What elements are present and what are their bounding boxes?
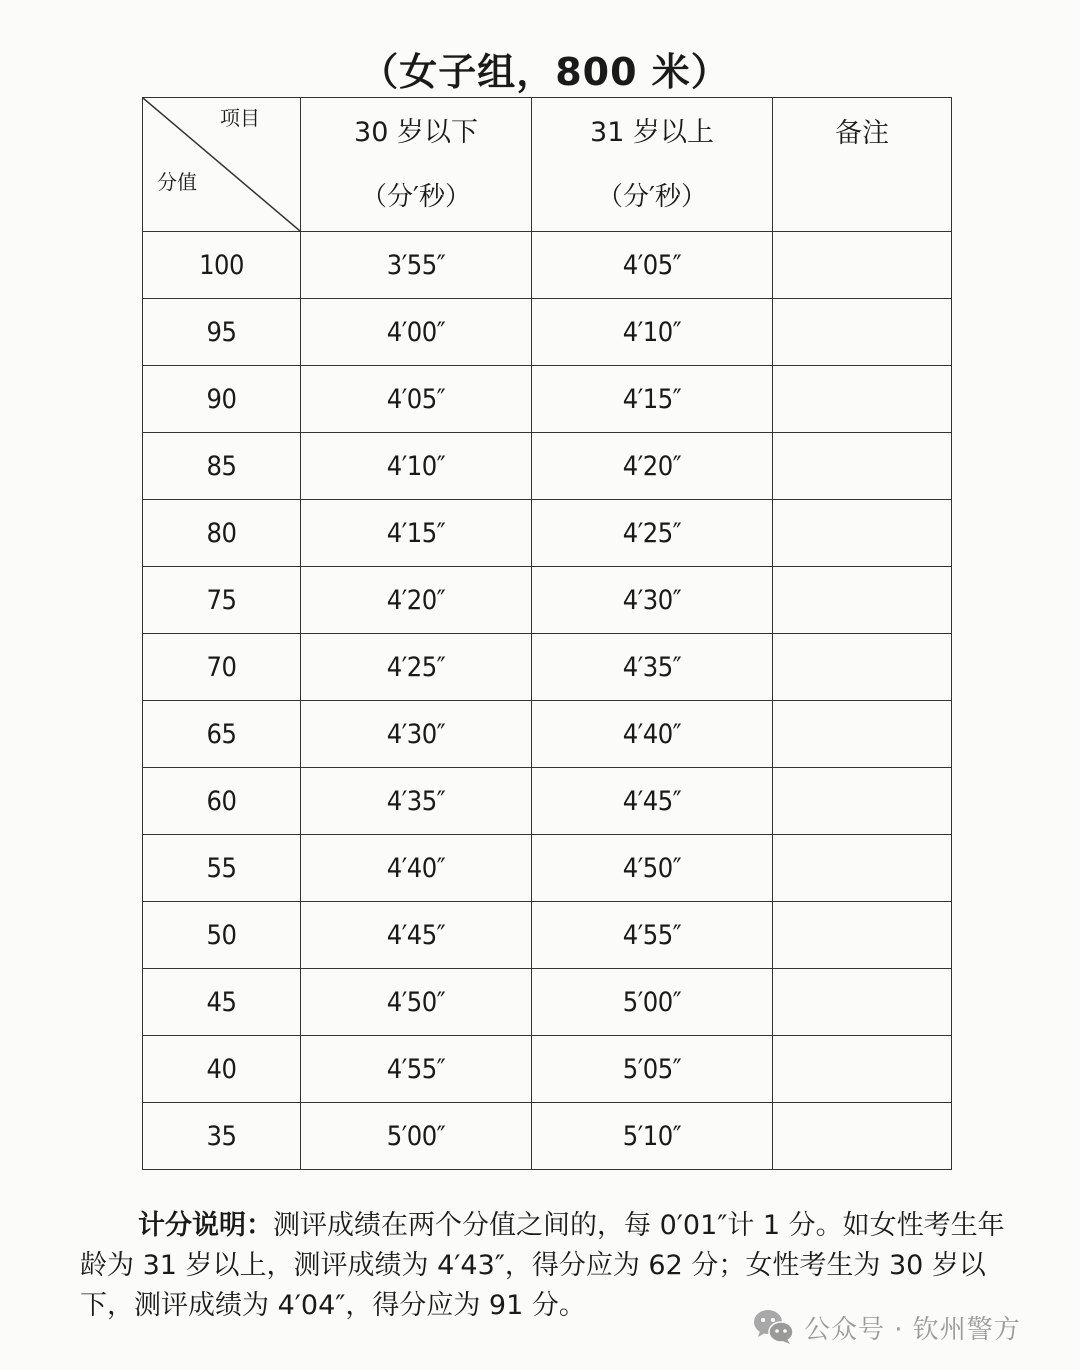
score-cell: 100 [143,232,301,299]
table-row [143,969,952,1036]
over31-time-cell: 4′45″ [532,768,773,835]
note-cell [773,299,952,366]
table-row [143,634,952,701]
note-cell [773,1036,952,1103]
watermark [752,1305,1021,1349]
under30-time-cell: 5′00″ [301,1103,532,1170]
over31-time-cell: 4′20″ [532,433,773,500]
table-row [143,567,952,634]
over31-time-cell: 5′00″ [532,969,773,1036]
under30-time-cell: 4′00″ [301,299,532,366]
watermark-text: 公众号 · 钦州警方 [804,1314,1021,1345]
score-cell: 95 [143,299,301,366]
note-cell [773,969,952,1036]
score-cell: 90 [143,366,301,433]
header-over31 [532,98,773,232]
under30-time-cell: 4′15″ [301,500,532,567]
table-header-row [143,98,952,232]
over31-time-cell: 4′10″ [532,299,773,366]
header-note-label: 备注 [835,118,889,149]
header-note [773,98,952,232]
under30-time-cell: 3′55″ [301,232,532,299]
note-cell [773,366,952,433]
score-cell: 75 [143,567,301,634]
under30-time-cell: 4′35″ [301,768,532,835]
note-cell [773,701,952,768]
header-score-label: 分值 [157,170,197,194]
table-row [143,232,952,299]
under30-time-cell: 4′05″ [301,366,532,433]
note-cell [773,835,952,902]
over31-time-cell: 4′15″ [532,366,773,433]
wechat-icon [752,1307,796,1347]
note-cell [773,567,952,634]
note-cell [773,902,952,969]
table-row [143,433,952,500]
over31-time-cell: 4′05″ [532,232,773,299]
table-row [143,366,952,433]
scoring-note-label: 计分说明： [138,1210,273,1241]
under30-time-cell: 4′20″ [301,567,532,634]
table-row [143,1103,952,1170]
header-over31-title: 31 岁以上 [590,116,714,148]
over31-time-cell: 4′30″ [532,567,773,634]
under30-time-cell: 4′25″ [301,634,532,701]
score-cell: 45 [143,969,301,1036]
over31-time-cell: 4′55″ [532,902,773,969]
under30-time-cell: 4′50″ [301,969,532,1036]
under30-time-cell: 4′30″ [301,701,532,768]
header-under30-unit: （分′秒） [361,181,471,212]
score-cell: 65 [143,701,301,768]
over31-time-cell: 4′25″ [532,500,773,567]
under30-time-cell: 4′10″ [301,433,532,500]
score-cell: 55 [143,835,301,902]
diagonal-header-cell [143,98,301,232]
table-row [143,902,952,969]
score-table [142,97,952,1170]
note-cell [773,500,952,567]
score-cell: 70 [143,634,301,701]
table-row [143,835,952,902]
header-over31-unit: （分′秒） [597,181,707,212]
over31-time-cell: 5′05″ [532,1036,773,1103]
under30-time-cell: 4′55″ [301,1036,532,1103]
table-row [143,299,952,366]
score-cell: 60 [143,768,301,835]
score-cell: 50 [143,902,301,969]
note-cell [773,634,952,701]
header-item-label: 项目 [220,106,260,130]
score-cell: 85 [143,433,301,500]
scoring-note-text: 测评成绩在两个分值之间的，每 0′01″计 1 分。如女性考生年龄为 31 岁以上，测评成绩为 4′43″，得分应为 62 分；女性考生为 30 岁以下，测评成绩为 4′04″，得分应为 91 分。 [80,1210,1005,1321]
over31-time-cell: 5′10″ [532,1103,773,1170]
score-cell: 80 [143,500,301,567]
note-cell [773,433,952,500]
over31-time-cell: 4′50″ [532,835,773,902]
score-cell: 35 [143,1103,301,1170]
over31-time-cell: 4′35″ [532,634,773,701]
header-under30 [301,98,532,232]
header-under30-title: 30 岁以下 [354,116,478,148]
table-row [143,500,952,567]
over31-time-cell: 4′40″ [532,701,773,768]
under30-time-cell: 4′45″ [301,902,532,969]
note-cell [773,1103,952,1170]
score-cell: 40 [143,1036,301,1103]
table-row [143,1036,952,1103]
note-cell [773,768,952,835]
note-cell [773,232,952,299]
document-title: （女子组，800 米） [360,50,730,94]
under30-time-cell: 4′40″ [301,835,532,902]
table-row [143,768,952,835]
table-row [143,701,952,768]
